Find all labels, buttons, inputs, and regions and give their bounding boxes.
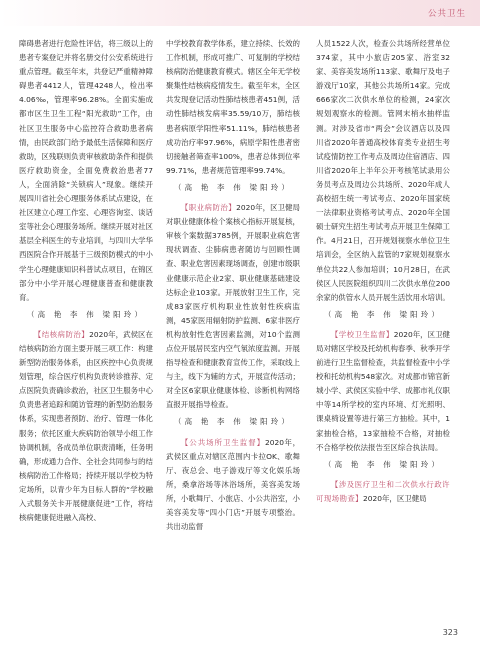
paragraph-text: 2020年，武侯区重点对辖区范围内卡拉OK、歌舞厅、夜总会、电子游戏厅等文化娱乐场所，桑拿浴场等沐浴场所，美容美发场所，小歌舞厅、小旅店、小公共浴室，小美容美发等“四小门店”开展专项整治。共出动监督: [166, 437, 301, 532]
paragraph-text: 2020年，区卫健局对辖区学校及托幼机构春季、秋季开学前进行卫生监督检查，共监督检查中小学校和托幼机构548家次。对成都市锦官新城小学、武侯区实验中学、成都市礼仪职中等14所学校的室内环境、灯光照明、课桌椅设置等进行第三方抽检。其中，1家抽检合格，13家抽检不合格，对抽检不合格学校依法报告至区综合执法局。: [316, 329, 450, 452]
section-heading: 【结核病防治】: [33, 329, 90, 339]
byline: （高 艳 李 伟 梁阳玲）: [324, 459, 442, 469]
paragraph-text: 2020年，武侯区在结核病防治方面主要开展三项工作：构建新型防治服务体系，由区疾控中心负责规划管理，综合医疗机构负责转诊推荐、定点医院负责确诊救治，社区卫生服务中心负责患者追踪和随访管理的新型防治服务体系，实现患者预防、治疗、管理一体化服务；依托区重大疾病防治领导小组工作协调机制，各成员单位职责清晰，任务明确，形成通力合作、全社会共同参与的结核病防治工作格局；持续开展以学校为特定场所，以青少年为目标人群的“学校融入式服务关卡开展健康促进”工作，将结核病健康促进融入高校、: [19, 329, 153, 523]
byline: （高 艳 李 伟 梁阳玲）: [27, 309, 145, 319]
byline: （高 艳 李 伟 梁阳玲）: [324, 309, 442, 319]
paragraph: 中学校教育教学体系，建立持续、长效的工作机制，形成可推广、可复制的学校结核病防治健康教育模式。辖区全年无学校聚集性结核病疫情发生。截至年末，全区共发现登记活动性肺结核患者451例，活动性肺结核发病率35.59/10万，肺结核患者病原学阳性率51.11%，肺结核患者成功治疗率97.96%，病原学阳性患者密切接触者筛查率100%，患者总体到位率99.71%，患者规范管理率99.74%。: [166, 39, 300, 175]
column-3: [316, 37, 450, 506]
section-heading: 【职业病防治】: [180, 203, 237, 213]
paragraph: [166, 436, 300, 535]
column-2: [166, 37, 300, 534]
paragraph: [316, 478, 450, 506]
paragraph: [166, 201, 300, 412]
paragraph-text: 2020年，区卫健局对职业健康体检个案核心指标开展复核，审核个案数据3785例，开展职业病危害现状调查、尘肺病患者随访与回顾性调查、职业危害因素现场调查，创建市级职业健康示范企业2家、职业健康基础建设达标企业103家。开展放射卫生工作，完成83家医疗机构职业性放射性疾病监测，45家医用辐射防护监测、6家非医疗机构放射性危害因素监测，对10个监测点位开展居民室内空气氡浓度监测。开展指导检查和健康教育宣传工作，采取线上与主，线下为辅的方式，开展宣传活动；对全区6家职业健康体检、诊断机构网络直报开展指导检查。: [166, 203, 300, 410]
section-heading: 【学校卫生监督】: [330, 329, 394, 339]
section-heading: 【涉及医疗卫生和二次供水行政许可现场勘查】: [316, 479, 450, 503]
paragraph: [316, 328, 450, 455]
paragraph: [19, 328, 153, 525]
page-header: [0, 0, 480, 26]
byline: （高 艳 李 伟 梁阳玲）: [174, 417, 292, 427]
column-1: [19, 37, 153, 525]
byline: （高 艳 李 伟 梁阳玲）: [174, 182, 292, 192]
paragraph-text: 2020年，区卫健局: [363, 493, 427, 503]
page-number: 323: [442, 628, 458, 637]
section-heading: 【公共场所卫生监督】: [180, 437, 266, 447]
section-title: 公共卫生: [427, 9, 466, 19]
paragraph: 人员1522人次，检查公共场所经营单位374家，其中小旅店205家、浴室32家、美容美发场所113家、歌舞厅及电子游戏厅10家，其他公共场所14家。完成666家次二次供水单位的检测，24家次规划观察水的检测。管网末梢水抽样监测。对涉及省市“两会”会议酒店以及四川省2020年普通高校体育类专业招生考试疫情防控工作考点及周边住宿酒店、四川省2020年上半年公开考核笔试录用公务员考点及周边公共场所、2020年成人高校招生统一考试考点、2020年国家统一法律职业资格考试考点、2020年全国硕士研究生招生考试考点开展卫生保障工作。4月21日，召开规划视察水单位卫生培训会，全区纳入监管的7家规划视察水单位共22人参加培训；10月28日，在武侯区人民医院组织四川二次供水单位200余家的供管水人员开展生活饮用水培训。: [316, 39, 450, 302]
paragraph: 障碍患者进行危险性评估，将三级以上的患者专案登记并将名册交付公安系统进行重点管理。截至年末，共登记严重精神障碍患者4412人，管理4248人，检出率4.06‰，管理率96.28%。全面实施成都市区生卫生工程“阳光救助”工作，由社区卫生服务中心监控符合救助患者病情，由民政部门给予最低生活保障和医疗救助，区残联则负责审核救助条件和提供医疗救助资金，全面免费救治患者77人，全面消除“关锁病人”现象。继续开展四川省社会心理服务体系试点建设，在社区建立心理工作室、心理咨询室、谈话室等社会心理服务场所。继续开展对社区基层全科医生的专业培训，与四川大学华西医院合作开展基于三级预防模式的中小学生心理健康知识科普试点项目，在锦区部分中小学开展心理健康普查和健康教育。: [19, 39, 153, 302]
